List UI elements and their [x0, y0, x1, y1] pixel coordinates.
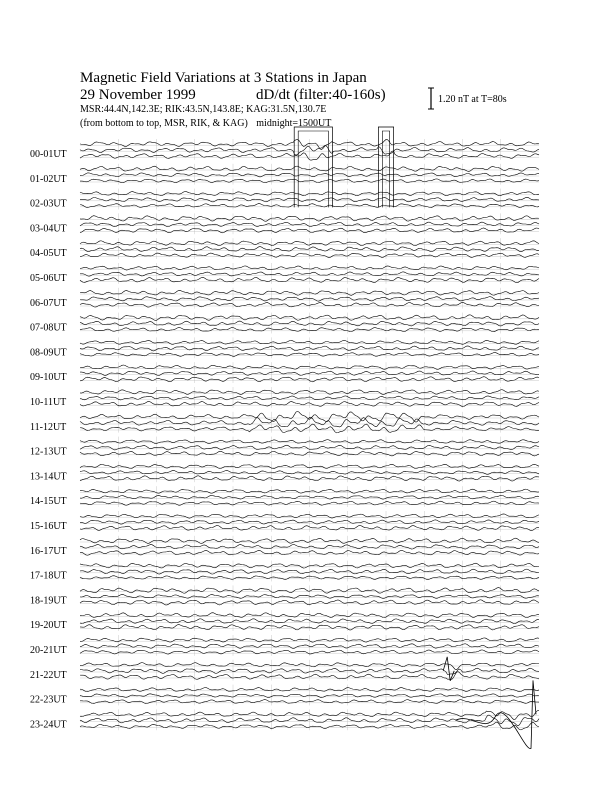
row-label: 10-11UT	[30, 397, 67, 408]
quantity-label: dD/dt (filter:40-160s)	[256, 87, 386, 103]
spike	[443, 657, 454, 681]
row-label: 02-03UT	[30, 198, 67, 210]
row-label: 11-12UT	[30, 421, 67, 433]
row-label: 00-01UT	[30, 149, 67, 160]
square-pulse-inner	[298, 131, 328, 207]
row-label: 01-02UT	[30, 173, 67, 185]
scale-bar-label: 1.20 nT at T=80s	[438, 94, 507, 105]
row-labels	[30, 149, 67, 730]
row-label: 03-04UT	[30, 223, 67, 235]
row-label: 15-16UT	[30, 521, 67, 532]
row-label: 06-07UT	[30, 297, 67, 309]
row-label: 04-05UT	[30, 248, 67, 260]
row-label: 22-23UT	[30, 694, 67, 706]
row-label: 12-13UT	[30, 446, 67, 458]
row-label: 09-10UT	[30, 372, 67, 384]
row-label: 14-15UT	[30, 496, 67, 508]
scale-bar	[428, 88, 434, 109]
row-label: 05-06UT	[30, 273, 67, 284]
row-label: 21-22UT	[30, 669, 67, 681]
row-label: 20-21UT	[30, 645, 67, 656]
events	[294, 127, 536, 749]
order-note: (from bottom to top, MSR, RIK, & KAG)	[80, 118, 248, 129]
row-label: 08-09UT	[30, 347, 67, 359]
row-label: 16-17UT	[30, 545, 67, 557]
row-label: 19-20UT	[30, 620, 67, 632]
midnight-label: midnight=1500UT	[256, 118, 332, 129]
time-grid	[80, 139, 539, 730]
row-label: 23-24UT	[30, 719, 67, 731]
row-label: 07-08UT	[30, 322, 67, 334]
row-label: 17-18UT	[30, 570, 67, 582]
chart-title: Magnetic Field Variations at 3 Stations in Japan	[80, 70, 367, 86]
date-label: 29 November 1999	[80, 87, 196, 103]
stations-label: MSR:44.4N,142.3E; RIK:43.5N,143.8E; KAG:31.5N,130.7E	[80, 104, 327, 115]
row-label: 13-14UT	[30, 471, 67, 483]
row-label: 18-19UT	[30, 595, 67, 607]
